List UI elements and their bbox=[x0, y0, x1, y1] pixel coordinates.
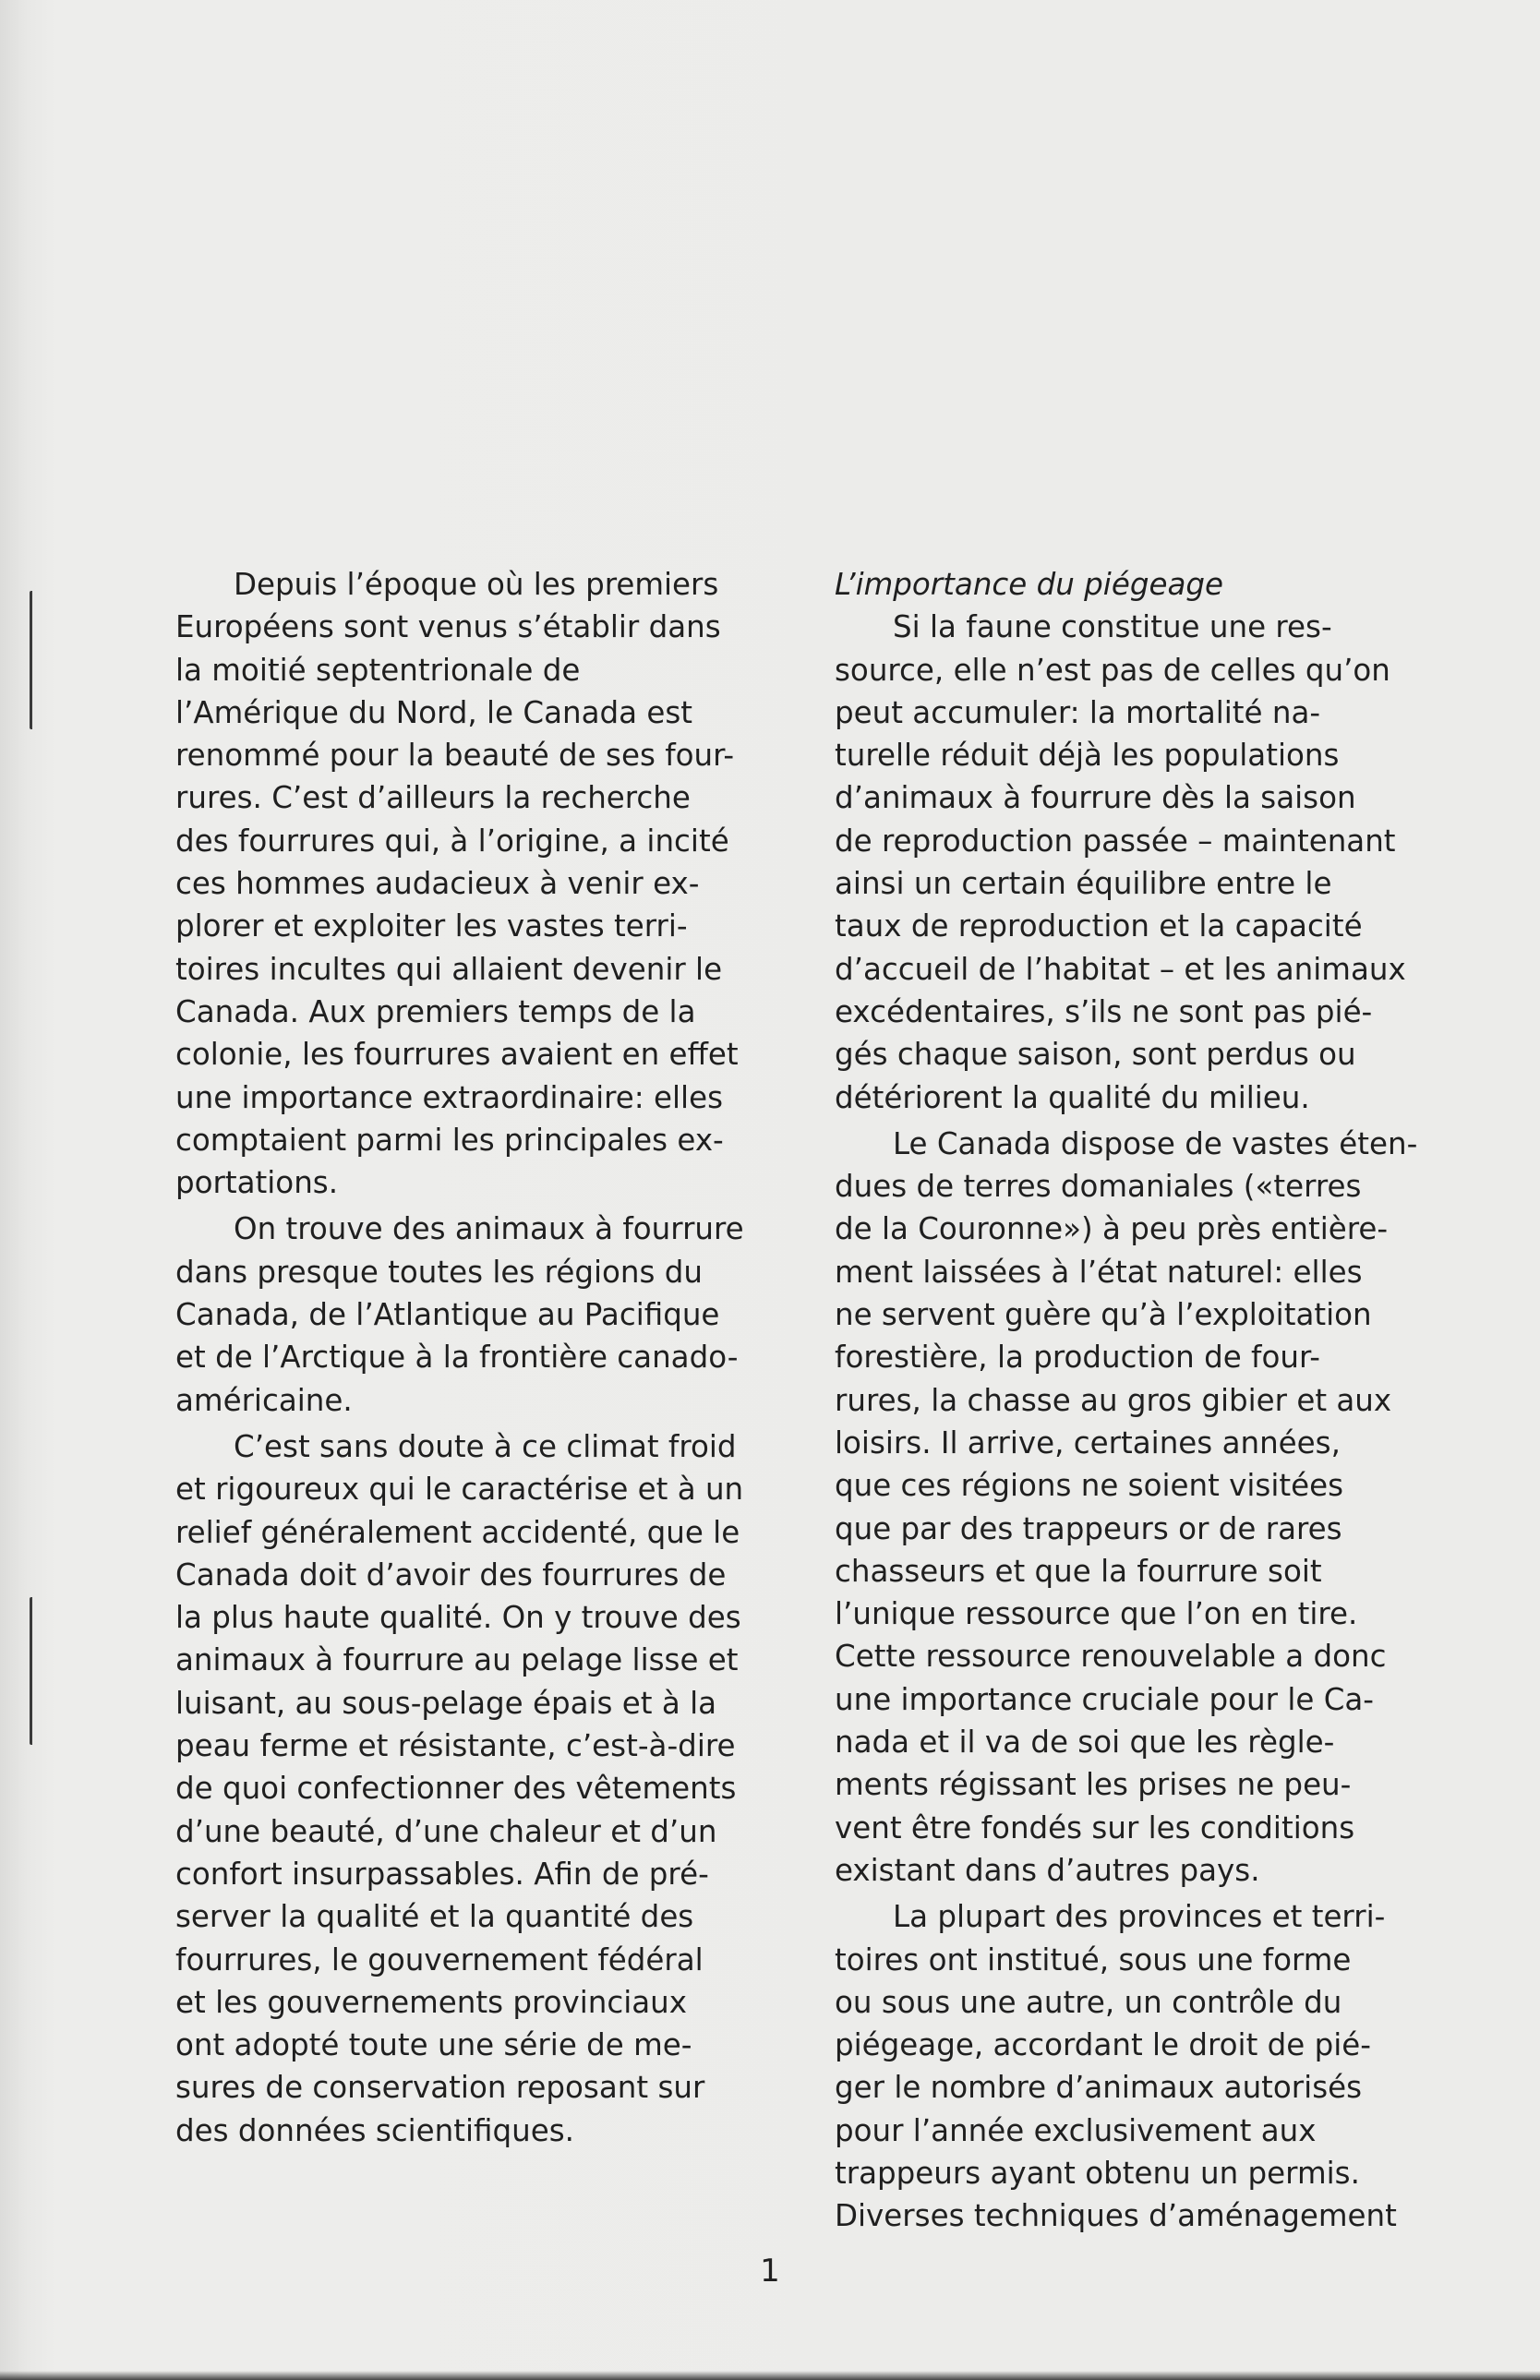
text-line: ments régissant les prises ne peu- bbox=[835, 1767, 1352, 1803]
text-line: toires ont institué, sous une forme bbox=[835, 1941, 1352, 1977]
text-line: dans presque toutes les régions du bbox=[175, 1254, 703, 1290]
text-line: l’Amérique du Nord, le Canada est bbox=[175, 694, 693, 730]
text-line: rures, la chasse au gros gibier et aux bbox=[835, 1382, 1392, 1418]
text-line: luisant, au sous-pelage épais et à la bbox=[175, 1685, 717, 1721]
text-line: colonie, les fourrures avaient en effet bbox=[175, 1037, 739, 1073]
text-line: dues de terres domaniales («terres bbox=[835, 1169, 1362, 1205]
text-line: et de l’Arctique à la frontière canado- bbox=[175, 1340, 739, 1376]
text-line: ces hommes audacieux à venir ex- bbox=[175, 866, 700, 902]
text-line: ou sous une autre, un contrôle du bbox=[835, 1984, 1342, 2020]
text-line: de la Couronne») à peu près entière- bbox=[835, 1211, 1389, 1247]
text-line: trappeurs ayant obtenu un permis. bbox=[835, 2155, 1360, 2191]
text-line: la moitié septentrionale de bbox=[175, 652, 581, 688]
section-heading: L’importance du piégeage bbox=[835, 567, 1223, 602]
text-line: et les gouvernements provinciaux bbox=[175, 1984, 688, 2020]
text-line: server la qualité et la quantité des bbox=[175, 1899, 694, 1935]
text-line: peut accumuler: la mortalité na- bbox=[835, 694, 1321, 730]
text-line: nada et il va de soi que les règle- bbox=[835, 1725, 1335, 1761]
text-line: l’unique ressource que l’on en tire. bbox=[835, 1596, 1358, 1632]
text-line: Canada. Aux premiers temps de la bbox=[175, 993, 696, 1029]
text-line: Canada, de l’Atlantique au Pacifique bbox=[175, 1297, 720, 1333]
text-line: et rigoureux qui le caractérise et à un bbox=[175, 1472, 744, 1508]
text-line: renommé pour la beauté de ses four- bbox=[175, 738, 735, 774]
text-line: d’animaux à fourrure dès la saison bbox=[835, 780, 1356, 816]
text-line: Européens sont venus s’établir dans bbox=[175, 609, 721, 645]
text-line: excédentaires, s’ils ne sont pas pié- bbox=[835, 993, 1373, 1029]
text-line: d’accueil de l’habitat – et les animaux bbox=[835, 951, 1406, 987]
text-line: des données scientifiques. bbox=[175, 2112, 575, 2148]
text-line: portations. bbox=[175, 1165, 339, 1201]
text-line: que ces régions ne soient visitées bbox=[835, 1468, 1344, 1504]
staple-bottom bbox=[30, 1597, 42, 1745]
text-line: vent être fondés sur les conditions bbox=[835, 1809, 1355, 1845]
text-line: de quoi confectionner des vêtements bbox=[175, 1771, 737, 1807]
text-line: ger le nombre d’animaux autorisés bbox=[835, 2070, 1363, 2106]
text-line: taux de reproduction et la capacité bbox=[835, 908, 1363, 944]
text-line: que par des trappeurs or de rares bbox=[835, 1510, 1342, 1546]
text-line: relief généralement accidenté, que le bbox=[175, 1514, 740, 1550]
text-line: Diverses techniques d’aménagement bbox=[835, 2198, 1397, 2234]
text-line: Cette ressource renouvelable a donc bbox=[835, 1639, 1387, 1675]
text-line: Depuis l’époque où les premiers bbox=[234, 567, 719, 602]
text-line: chasseurs et que la fourrure soit bbox=[835, 1553, 1322, 1589]
text-line: des fourrures qui, à l’origine, a incité bbox=[175, 823, 729, 859]
text-line: source, elle n’est pas de celles qu’on bbox=[835, 652, 1390, 688]
text-line: piégeage, accordant le droit de pié- bbox=[835, 2027, 1371, 2063]
text-line: la plus haute qualité. On y trouve des bbox=[175, 1600, 741, 1636]
staple-top bbox=[30, 591, 42, 729]
text-line: ne servent guère qu’à l’exploitation bbox=[835, 1297, 1372, 1333]
text-line: sures de conservation reposant sur bbox=[175, 2070, 705, 2106]
text-line: comptaient parmi les principales ex- bbox=[175, 1122, 724, 1158]
text-line: de reproduction passée – maintenant bbox=[835, 823, 1396, 859]
text-line: confort insurpassables. Afin de pré- bbox=[175, 1856, 709, 1892]
text-line: ment laissées à l’état naturel: elles bbox=[835, 1254, 1363, 1290]
text-line: turelle réduit déjà les populations bbox=[835, 738, 1340, 774]
text-line: fourrures, le gouvernement fédéral bbox=[175, 1941, 704, 1977]
page-number: 1 bbox=[760, 2253, 780, 2290]
text-line: toires incultes qui allaient devenir le bbox=[175, 951, 723, 987]
text-line: rures. C’est d’ailleurs la recherche bbox=[175, 780, 691, 816]
text-line: ainsi un certain équilibre entre le bbox=[835, 866, 1332, 902]
text-line: existant dans d’autres pays. bbox=[835, 1852, 1260, 1888]
left-text-column bbox=[175, 563, 789, 2152]
text-line: loisirs. Il arrive, certaines années, bbox=[835, 1424, 1341, 1460]
text-line: pour l’année exclusivement aux bbox=[835, 2112, 1317, 2148]
text-line: gés chaque saison, sont perdus ou bbox=[835, 1037, 1356, 1073]
text-line: Canada doit d’avoir des fourrures de bbox=[175, 1557, 727, 1593]
text-line: détériorent la qualité du milieu. bbox=[835, 1079, 1310, 1115]
text-line: d’une beauté, d’une chaleur et d’un bbox=[175, 1813, 717, 1849]
text-line: C’est sans doute à ce climat froid bbox=[234, 1428, 737, 1464]
right-text-column bbox=[835, 563, 1458, 2238]
text-line: peau ferme et résistante, c’est-à-dire bbox=[175, 1728, 736, 1764]
text-line: animaux à fourrure au pelage lisse et bbox=[175, 1642, 739, 1678]
text-line: une importance cruciale pour le Ca- bbox=[835, 1681, 1375, 1717]
text-line: Le Canada dispose de vastes éten- bbox=[893, 1125, 1418, 1161]
text-line: américaine. bbox=[175, 1382, 353, 1418]
text-line: La plupart des provinces et terri- bbox=[893, 1899, 1386, 1935]
text-line: On trouve des animaux à fourrure bbox=[234, 1211, 744, 1247]
text-line: ont adopté toute une série de me- bbox=[175, 2027, 692, 2063]
text-line: une importance extraordinaire: elles bbox=[175, 1079, 723, 1115]
text-line: forestière, la production de four- bbox=[835, 1340, 1320, 1376]
text-line: Si la faune constitue une res- bbox=[893, 609, 1332, 645]
text-line: plorer et exploiter les vastes terri- bbox=[175, 908, 688, 944]
page-edge-shadow bbox=[0, 2371, 1540, 2380]
